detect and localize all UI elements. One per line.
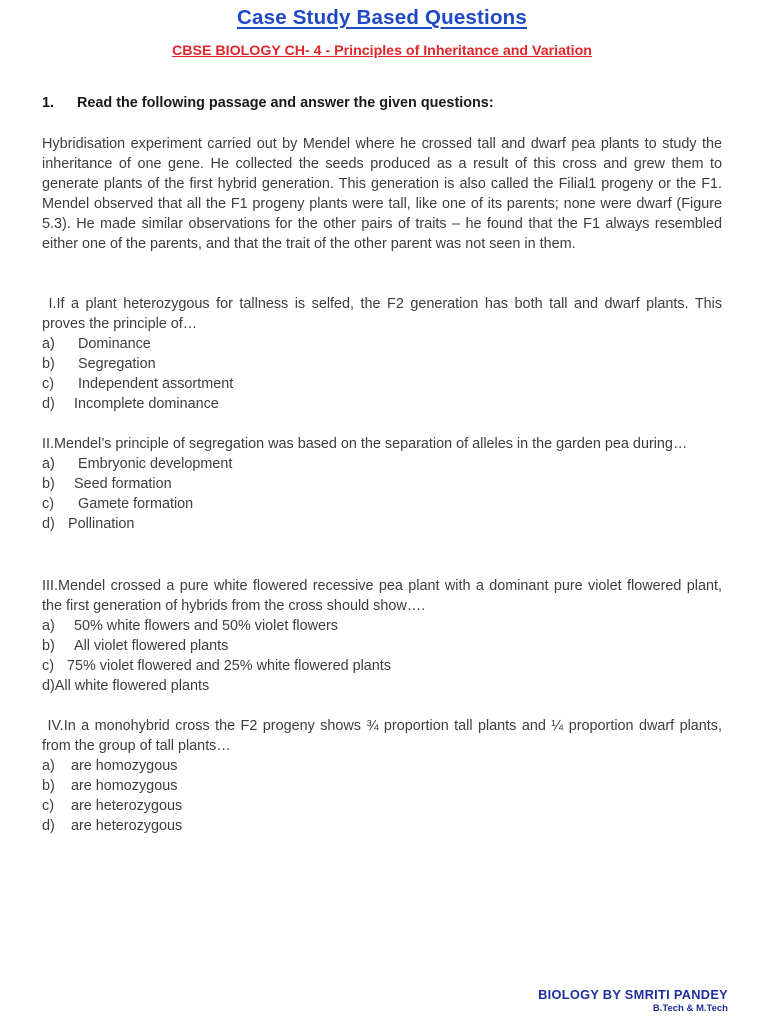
question-1-option-d: d) Incomplete dominance [42, 396, 219, 413]
question-3-option-a: a) 50% white flowers and 50% violet flowers [42, 618, 338, 635]
question-2-option-c: c) Gamete formation [42, 496, 194, 513]
page-title: Case Study Based Questions [236, 6, 527, 29]
question-3-option-c: c) 75% violet flowered and 25% white flowered plants [42, 658, 391, 675]
question-1-option-b: b) Segregation [42, 356, 156, 373]
question-1 [42, 294, 727, 415]
question-3 [42, 576, 722, 697]
footer-qualification: B.Tech & M.Tech [652, 1003, 728, 1014]
question-2-text: II.Mendel’s principle of segregation was based on the separation of alleles in the garden pea during… [42, 436, 688, 452]
page-subtitle: CBSE BIOLOGY CH- 4 - Principles of Inheritance and Variation [172, 43, 592, 59]
question-4-option-c: c) are heterozygous [42, 798, 183, 815]
passage-text: Hybridisation experiment carried out by Mendel where he crossed tall and dwarf pea plants to study the inheritance of one gene. He collected the seeds produced as a result of this cross and grew them to generate plants of the first hybrid generation. This generation is also called the Filial1 progeny or the F1. Mendel observed that all the F1 progeny plants were tall, like one of its parents; none were dwarf (Figure 5.3). He made similar observations for the other pairs of traits – he found that the F1 always resembled either one of the parents, and that the trait of the other parent was not seen in them. [42, 136, 722, 253]
question-4-option-d: d) are heterozygous [42, 818, 183, 835]
question-2-option-b: b) Seed formation [42, 476, 172, 493]
question-1-option-c: c) Independent assortment [42, 376, 234, 393]
question-3-text: III.Mendel crossed a pure white flowered recessive pea plant with a dominant pure violet flowered plant, the first generation of hybrids from the cross should show…. [42, 578, 722, 615]
question-4-option-b: b) are homozygous [42, 778, 178, 795]
footer-credit [538, 987, 728, 1014]
question-4-option-a: a) are homozygous [42, 758, 178, 775]
question-2-option-a: a) Embryonic development [42, 456, 233, 473]
question-4 [42, 716, 726, 837]
question-4-text: IV.In a monohybrid cross the F2 progeny shows ¾ proportion tall plants and ¼ proportion dwarf plants, from the group of tall plants… [42, 718, 726, 755]
footer-author: BIOLOGY BY SMRITI PANDEY [538, 987, 728, 1002]
question-3-option-d: d)All white flowered plants [42, 678, 210, 695]
section-instruction: Read the following passage and answer the given questions: [77, 95, 494, 111]
question-2-option-d: d) Pollination [42, 516, 135, 533]
question-2 [42, 434, 722, 534]
question-1-option-a: a) Dominance [42, 336, 151, 353]
question-3-option-b: b) All violet flowered plants [42, 638, 229, 655]
question-1-text: I.If a plant heterozygous for tallness is selfed, the F2 generation has both tall and dwarf plants. This proves the principle of… [42, 296, 727, 333]
section-heading [42, 95, 494, 111]
section-number: 1. [42, 95, 55, 111]
